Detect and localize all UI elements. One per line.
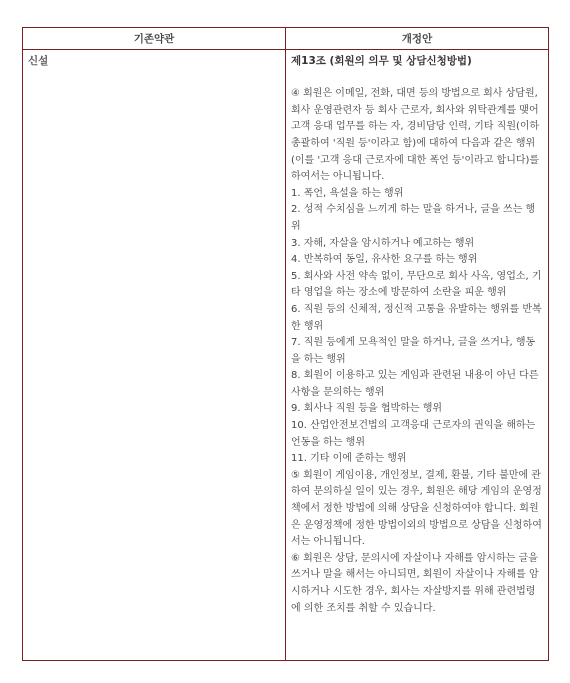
list-item-3: 3. 자해, 자살을 암시하거나 예고하는 행위 xyxy=(291,237,475,249)
header-row xyxy=(23,28,549,50)
list-item-6: 6. 직원 등의 신체적, 정신적 고통을 유발하는 행위를 반복한 행위 xyxy=(291,303,542,332)
list-item-10: 10. 산업안전보건법의 고객응대 근로자의 권익을 해하는 언동을 하는 행위 xyxy=(291,420,536,448)
existing-terms-cell: 신설 xyxy=(23,50,286,661)
list-item-5: 5. 회사와 사전 약속 없이, 무단으로 회사 사옥, 영업소, 기타 영업을 하는 장소에 방문하여 소란을 피운 행위 xyxy=(291,270,542,299)
paragraph-5: ⑤ 회원이 게임이용, 개인정보, 결제, 환불, 기타 불만에 관하여 문의하실 일이 있는 경우, 회원은 해당 게임의 운영정책에서 정한 방법에 의해 상담을 신청하여야 합니다. 회원은 운영정책에 정한 방법이외의 방법으로 상담을 신청하여서는 아니됩니다. xyxy=(291,469,542,548)
article-title: 제13조 (회원의 의무 및 상담신청방법) xyxy=(291,55,472,67)
header-revised-terms: 개정안 xyxy=(286,28,549,50)
list-item-9: 9. 회사나 직원 등을 협박하는 행위 xyxy=(291,403,443,415)
paragraph-4: ④ 회원은 이메일, 전화, 대면 등의 방법으로 회사 상담원, 회사 운영관련자 등 회사 근로자, 회사와 위탁관계를 맺어 고객 응대 업무를 하는 자, 경비담당 인력, 기타 직원(이하 총괄하여 '직원 등'이라고 함)에 대하여 다음과 같은 행위(이를 '고객 응대 근로자에 대한 폭언 등'이라고 합니다)를 하여서는 아니됩니다. xyxy=(291,88,540,183)
header-existing-terms: 기존약관 xyxy=(23,28,286,50)
list-item-8: 8. 회원이 이용하고 있는 게임과 관련된 내용이 아닌 다른 사항을 문의하는 행위 xyxy=(291,370,539,398)
list-item-1: 1. 폭언, 욕설을 하는 행위 xyxy=(291,187,404,199)
list-item-7: 7. 직원 등에게 모욕적인 말을 하거나, 글을 쓰거나, 행동을 하는 행위 xyxy=(291,337,536,365)
paragraph-6: ⑥ 회원은 상담, 문의시에 자살이나 자해를 암시하는 글을 쓰거나 말을 해서는 아니되면, 회원이 자살이나 자해를 암시하거나 시도한 경우, 회사는 자살방지를 위해 관련법령에 의한 조치를 취할 수 있습니다. xyxy=(291,552,539,614)
list-item-4: 4. 반복하여 동일, 유사한 요구를 하는 행위 xyxy=(291,254,478,266)
list-item-11: 11. 기타 이에 준하는 행위 xyxy=(291,453,407,465)
content-row xyxy=(23,50,549,661)
comparison-table xyxy=(22,27,549,661)
list-item-2: 2. 성적 수치심을 느끼게 하는 말을 하거나, 글을 쓰는 행위 xyxy=(291,204,536,232)
revised-terms-cell xyxy=(286,50,549,661)
